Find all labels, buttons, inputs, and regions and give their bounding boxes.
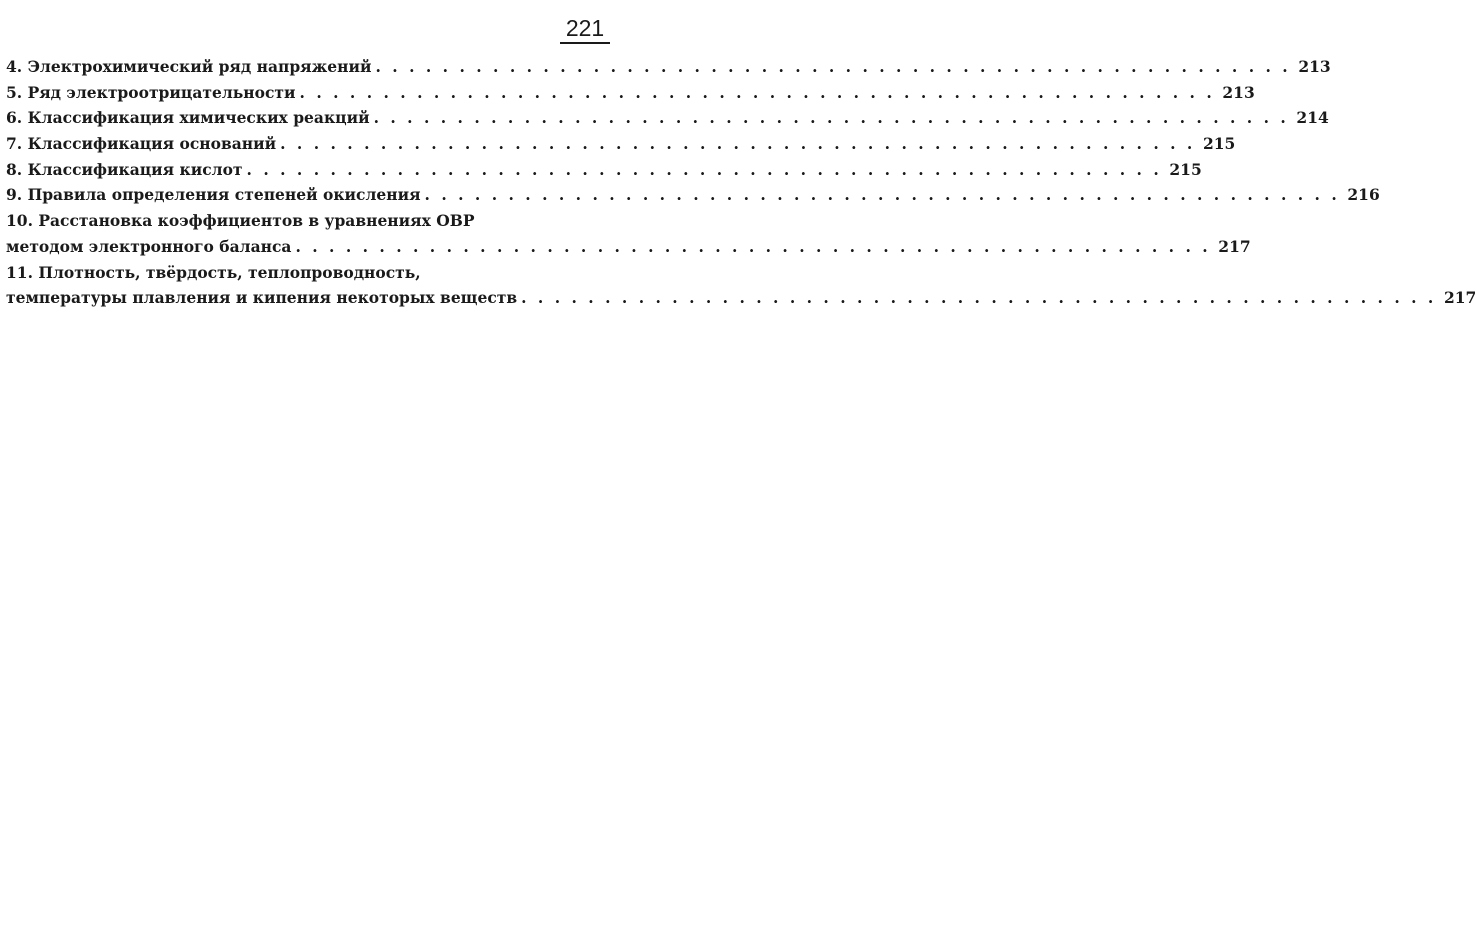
- toc-entry-page: 215: [1202, 134, 1236, 154]
- toc-entry-4: [6, 54, 1331, 80]
- toc-entry-7: [6, 131, 1236, 157]
- dot-leader: . . . . . . . . . . . . . . . . . . . . . . . . . . . . . . . . . . . . . . . . . . . . . . . . . . . . . . .: [295, 236, 1211, 256]
- toc-entry-title-continuation: методом электронного баланса: [6, 236, 292, 256]
- toc-entry-page: 216: [1347, 185, 1380, 205]
- toc-entry-title: 11. Плотность, твёрдость, теплопроводность,: [6, 262, 421, 282]
- toc-entry-page: 217: [1218, 236, 1251, 256]
- dot-leader: . . . . . . . . . . . . . . . . . . . . . . . . . . . . . . . . . . . . . . . . . . . . . . . . . . . . . . .: [375, 57, 1291, 76]
- page-number: 221: [565, 15, 605, 41]
- dot-leader: . . . . . . . . . . . . . . . . . . . . . . . . . . . . . . . . . . . . . . . . . . . . . . . . . . . . . . .: [424, 185, 1340, 205]
- toc-entry-5: [6, 80, 1255, 106]
- toc-entry-page: 213: [1222, 82, 1255, 102]
- toc-entry-title: 9. Правила определения степеней окисления: [6, 185, 421, 205]
- dot-leader: . . . . . . . . . . . . . . . . . . . . . . . . . . . . . . . . . . . . . . . . . . . . . . . . . . . . . . .: [373, 108, 1289, 128]
- dot-leader: . . . . . . . . . . . . . . . . . . . . . . . . . . . . . . . . . . . . . . . . . . . . . . . . . . . . . . .: [521, 288, 1437, 308]
- table-of-contents: [6, 54, 1476, 311]
- dot-leader: . . . . . . . . . . . . . . . . . . . . . . . . . . . . . . . . . . . . . . . . . . . . . . . . . . . . . . .: [246, 159, 1162, 179]
- toc-entry-page: 213: [1298, 57, 1331, 76]
- toc-entry-title: 6. Классификация химических реакций: [6, 108, 370, 128]
- toc-entry-10-line-2: [6, 234, 1251, 260]
- toc-entry-title: 8. Классификация кислот: [6, 159, 243, 179]
- toc-entry-page: 214: [1296, 108, 1329, 128]
- page-number-underline: [560, 42, 610, 44]
- toc-entry-title: 5. Ряд электроотрицательности: [6, 82, 296, 102]
- toc-entry-10-line-1: [6, 208, 610, 234]
- toc-entry-title: 4. Электрохимический ряд напряжений: [6, 57, 372, 76]
- toc-entry-title: 7. Классификация оснований: [6, 134, 277, 154]
- toc-entry-8: [6, 157, 1202, 183]
- toc-entry-page: 217: [1443, 288, 1476, 308]
- toc-entry-page: 215: [1169, 159, 1202, 179]
- toc-entry-11-line-2: [6, 285, 1476, 311]
- toc-entry-title: 10. Расстановка коэффициентов в уравнениях ОВР: [6, 211, 475, 231]
- toc-entry-title-continuation: температуры плавления и кипения некоторых веществ: [6, 288, 518, 308]
- dot-leader: . . . . . . . . . . . . . . . . . . . . . . . . . . . . . . . . . . . . . . . . . . . . . . . . . . . . . . .: [280, 134, 1196, 154]
- dot-leader: . . . . . . . . . . . . . . . . . . . . . . . . . . . . . . . . . . . . . . . . . . . . . . . . . . . . . . .: [299, 82, 1215, 102]
- toc-entry-6: [6, 105, 1329, 131]
- toc-entry-9: [6, 182, 1380, 208]
- toc-entry-11-line-1: [6, 260, 610, 286]
